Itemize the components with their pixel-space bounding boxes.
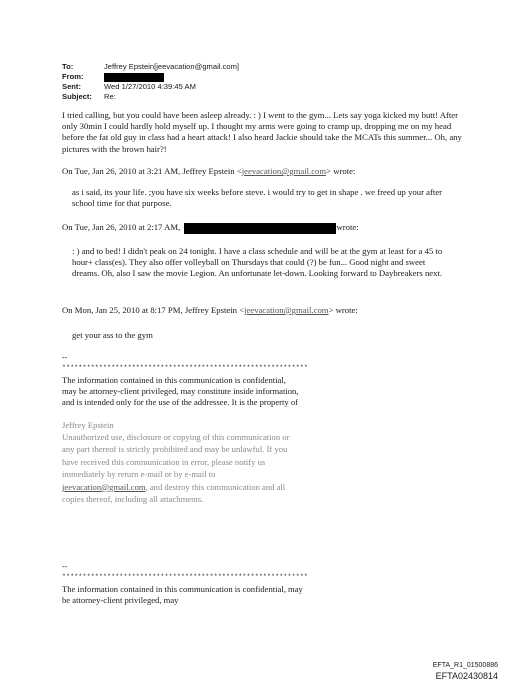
from-label: From:	[62, 72, 84, 81]
disclaimer-p2-after: , and destroy this communication and all copies thereof, including all attachments.	[62, 481, 286, 505]
disclaimer-p2-before: Unauthorized use, disclosure or copying of this communication or any part thereof is strictly prohibited and may be unlawful. If you have received this communication in error, please notify us immediately by return e-mail or by e-mail to	[62, 432, 290, 480]
sent-value: Wed 1/27/2010 4:39:45 AM	[104, 82, 196, 91]
disclaimer-email-link[interactable]: jeevacation@gmail.com	[62, 481, 146, 492]
sent-label: Sent:	[62, 82, 81, 91]
signature-dash: --	[62, 353, 68, 362]
disclaimer-separator-2: ************************************************************	[62, 573, 309, 580]
quote3-email-link[interactable]: jeevacation@gmail.com	[244, 305, 329, 315]
quote3-text: get your ass to the gym	[72, 330, 153, 340]
quote3-attr-suffix: > wrote:	[328, 305, 358, 315]
subject-label: Subject:	[62, 92, 92, 101]
disclaimer-paragraph-1: The information contained in this communication is confidential, may be attorney-client privileged, may constitute inside information, and is intended only for the use of the addressee. It is the property of	[62, 375, 299, 408]
footer-bates-id-2: EFTA02430814	[435, 671, 498, 681]
quote2-attribution	[62, 222, 462, 234]
quote3-attr-prefix: On Mon, Jan 25, 2010 at 8:17 PM, Jeffrey Epstein <	[62, 305, 245, 315]
signature-dash-2: --	[62, 562, 68, 571]
message-body: I tried calling, but you could have been asleep already. : ) I went to the gym... Lets say yoga kicked my butt! After only 30min I could hardly hold myself up. I thought my arms were going to cramp up, dropping me on my head before the fat old guy in class had a heart attack! I also heard Jackie should take the MCATs this summer... Oh, any pictures with the brown hair?!	[62, 110, 462, 154]
to-label: To:	[62, 62, 74, 71]
redaction-box	[104, 73, 164, 82]
disclaimer-owner: Jeffrey Epstein	[62, 420, 114, 430]
quote2-attr-suffix: wrote:	[336, 222, 359, 232]
sent-row	[62, 82, 196, 92]
footer-bates-id-1: EFTA_R1_01500886	[432, 662, 498, 669]
from-row	[62, 72, 164, 82]
quote1-attr-suffix: > wrote:	[326, 166, 356, 176]
redaction-box	[184, 223, 336, 234]
quote1-attr-prefix: On Tue, Jan 26, 2010 at 3:21 AM, Jeffrey Epstein <	[62, 166, 242, 176]
to-value: Jeffrey Epstein[jeevacation@gmail.com]	[104, 62, 240, 71]
subject-row	[62, 92, 116, 102]
disclaimer-2-paragraph: The information contained in this communication is confidential, may be attorney-client privileged, may	[62, 584, 303, 606]
quote2-text: : ) and to bed! I didn't peak on 24 tonight. I have a class schedule and will be at the gym at least for a 45 to hour+ class(es). They also offer volleyball on Thursdays that could (?) be fun... Good night and sweet dreams. Oh, also I saw the movie Legion. An unfortunate let-down. Looking forward to Daybreakers next.	[72, 246, 443, 279]
quote1-text: as i said, its your life. ;you have six weeks before steve. i would try to get in shape . we freed up your after school time for that purpose.	[72, 187, 443, 209]
quote2-attr-prefix: On Tue, Jan 26, 2010 at 2:17 AM,	[62, 222, 181, 232]
subject-value: Re:	[104, 92, 116, 101]
disclaimer-paragraph-2	[62, 431, 302, 505]
disclaimer-separator: ************************************************************	[62, 364, 309, 371]
to-row	[62, 62, 239, 72]
quote3-attribution	[62, 305, 462, 316]
quote1-attribution	[62, 166, 462, 177]
quote1-email-link[interactable]: jeevacation@gmail.com	[241, 166, 327, 176]
